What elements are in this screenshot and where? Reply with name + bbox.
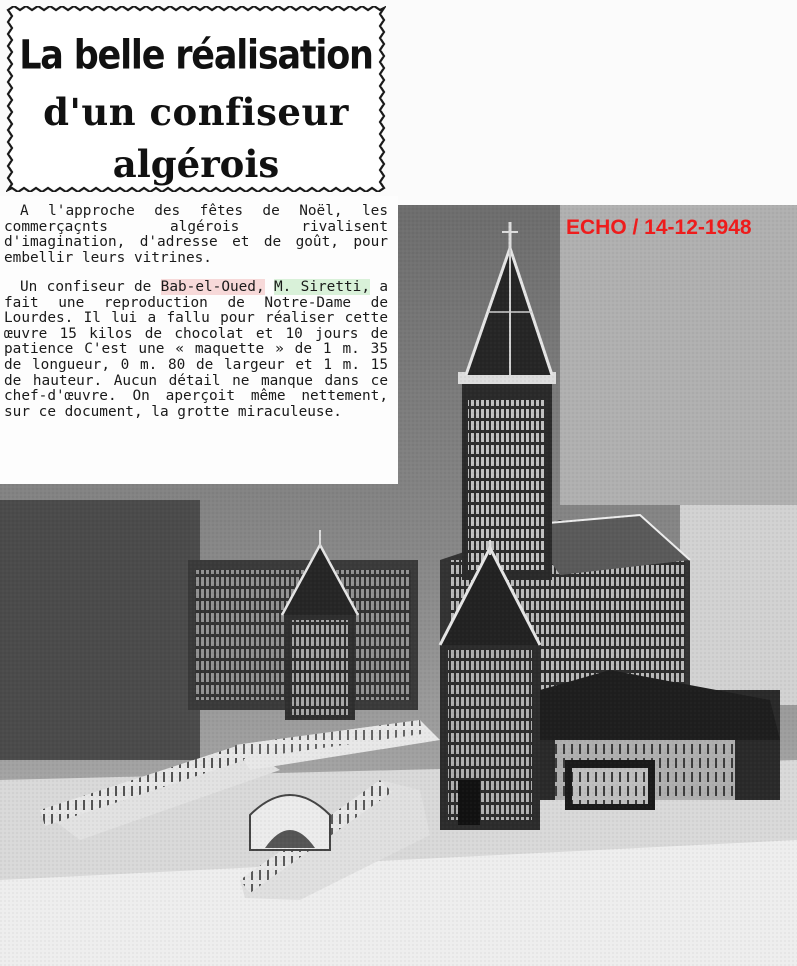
source-date-stamp: ECHO / 14-12-1948 xyxy=(566,216,752,239)
paragraph-2-end: a fait une reproduction de Notre-Dame de Lourdes. Il lui a fallu pour réaliser cette œuvre 15 kilos de chocolat et 10 jours de patience C'est une « maquette » de 1 m. 35 de longueur, 0 m. 80 de largeur et 1 m. 15 de hauteur. Aucun détail ne manque dans ce chef-d'œuvre. On aperçoit même nettement, sur ce document, la grotte miraculeuse. xyxy=(4,279,389,420)
headline-line-2: d'un confiseur xyxy=(43,90,349,134)
headline-box xyxy=(6,6,386,192)
person-name-highlight: M. Siretti, xyxy=(274,279,370,295)
place-name-highlight: Bab-el-Oued, xyxy=(160,279,265,295)
article-paragraph-1: A l'approche des fêtes de Noël, les commerçaçnts algérois rivalisent d'imagination, d'adresse et de goût, pour embellir leurs vitrines. xyxy=(4,203,388,266)
article-paragraph-2 xyxy=(4,280,388,420)
paragraph-2-start: Un confiseur de xyxy=(20,279,161,295)
headline-line-1: La belle réalisation xyxy=(19,33,373,79)
headline-line-3: algérois xyxy=(112,142,280,186)
article-body xyxy=(0,196,398,484)
